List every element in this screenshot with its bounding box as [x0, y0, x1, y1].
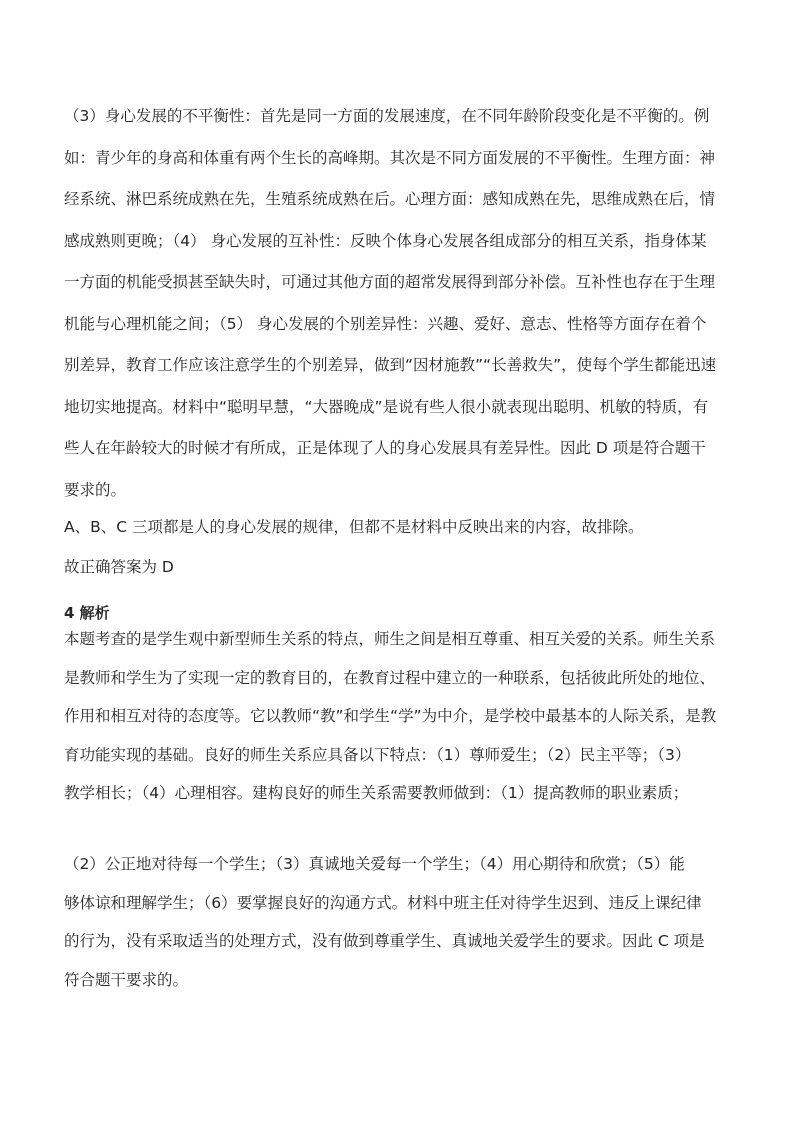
paragraph-line: 的行为，没有采取适当的处理方式，没有做到尊重学生、真诚地关爱学生的要求。因此 C 项是 [64, 932, 705, 950]
analysis-4-paragraph-continued [64, 845, 705, 999]
paragraph-line: 别差异，教育工作应该注意学生的个别差异，做到“因材施教”“长善救失”，使每个学生都能迅速 [64, 356, 717, 374]
analysis-3-paragraph [64, 96, 716, 511]
paragraph-line: 地切实地提高。材料中“聪明早慧，“大器晚成”是说有些人很小就表现出聪明、机敏的特质，有 [64, 397, 709, 416]
answer-text: 故正确答案为 D [64, 558, 174, 576]
paragraph-line: 些人在年龄较大的时候才有所成，正是体现了人的身心发展具有差异性。因此 D 项是符合题干 [64, 439, 706, 457]
paragraph-line: 一方面的机能受损甚至缺失时，可通过其他方面的超常发展得到部分补偿。互补性也存在于生理 [64, 273, 716, 291]
analysis-4-paragraph [64, 620, 716, 813]
paragraph-line: 够体谅和理解学生；（6）要掌握良好的沟通方式。材料中班主任对待学生迟到、违反上课纪律 [64, 893, 702, 912]
paragraph-line: 教学相长；（4）心理相容。建构良好的师生关系需要教师做到：（1）提高教师的职业素质； [64, 784, 689, 802]
paragraph-line: 是教师和学生为了实现一定的教育目的，在教育过程中建立的一种联系，包括彼此所处的地位、 [64, 668, 716, 687]
paragraph-line: 经系统、淋巴系统成熟在先，生殖系统成熟在后。心理方面：感知成熟在先，思维成熟在后，情 [64, 190, 716, 208]
paragraph-line: 本题考查的是学生观中新型师生关系的特点，师生之间是相互尊重、相互关爱的关系。师生关系 [64, 630, 716, 648]
paragraph-line: 感成熟则更晚；（4） 身心发展的互补性：反映个体身心发展各组成部分的相互关系，指身体某 [64, 231, 707, 250]
paragraph-line: 育功能实现的基础。良好的师生关系应具备以下特点：（1）尊师爱生；（2）民主平等；（3） [64, 745, 691, 764]
paragraph-line: 如：青少年的身高和体重有两个生长的高峰期。其次是不同方面发展的不平衡性。生理方面：神 [64, 148, 716, 167]
analysis-4-heading: 4 解析 [64, 604, 110, 622]
paragraph-line: 机能与心理机能之间；（5） 身心发展的个别差异性：兴趣、爱好、意志、性格等方面存在着个 [64, 314, 707, 333]
paragraph-line: （2）公正地对待每一个学生；（3）真诚地关爱每一个学生；（4）用心期待和欣赏；（5）能 [64, 855, 685, 873]
paragraph-line: 要求的。 [64, 480, 127, 499]
paragraph-line: （3）身心发展的不平衡性：首先是同一方面的发展速度，在不同年龄阶段变化是不平衡的。例 [64, 107, 710, 125]
paragraph-line: 符合题干要求的。 [64, 970, 189, 989]
paragraph-line: 作用和相互对待的态度等。它以教师“教”和学生“学”为中介，是学校中最基本的人际关系，是教 [64, 707, 717, 725]
exclusion-text: A、B、C 三项都是人的身心发展的规律，但都不是材料中反映出来的内容，故排除。 [64, 518, 644, 536]
